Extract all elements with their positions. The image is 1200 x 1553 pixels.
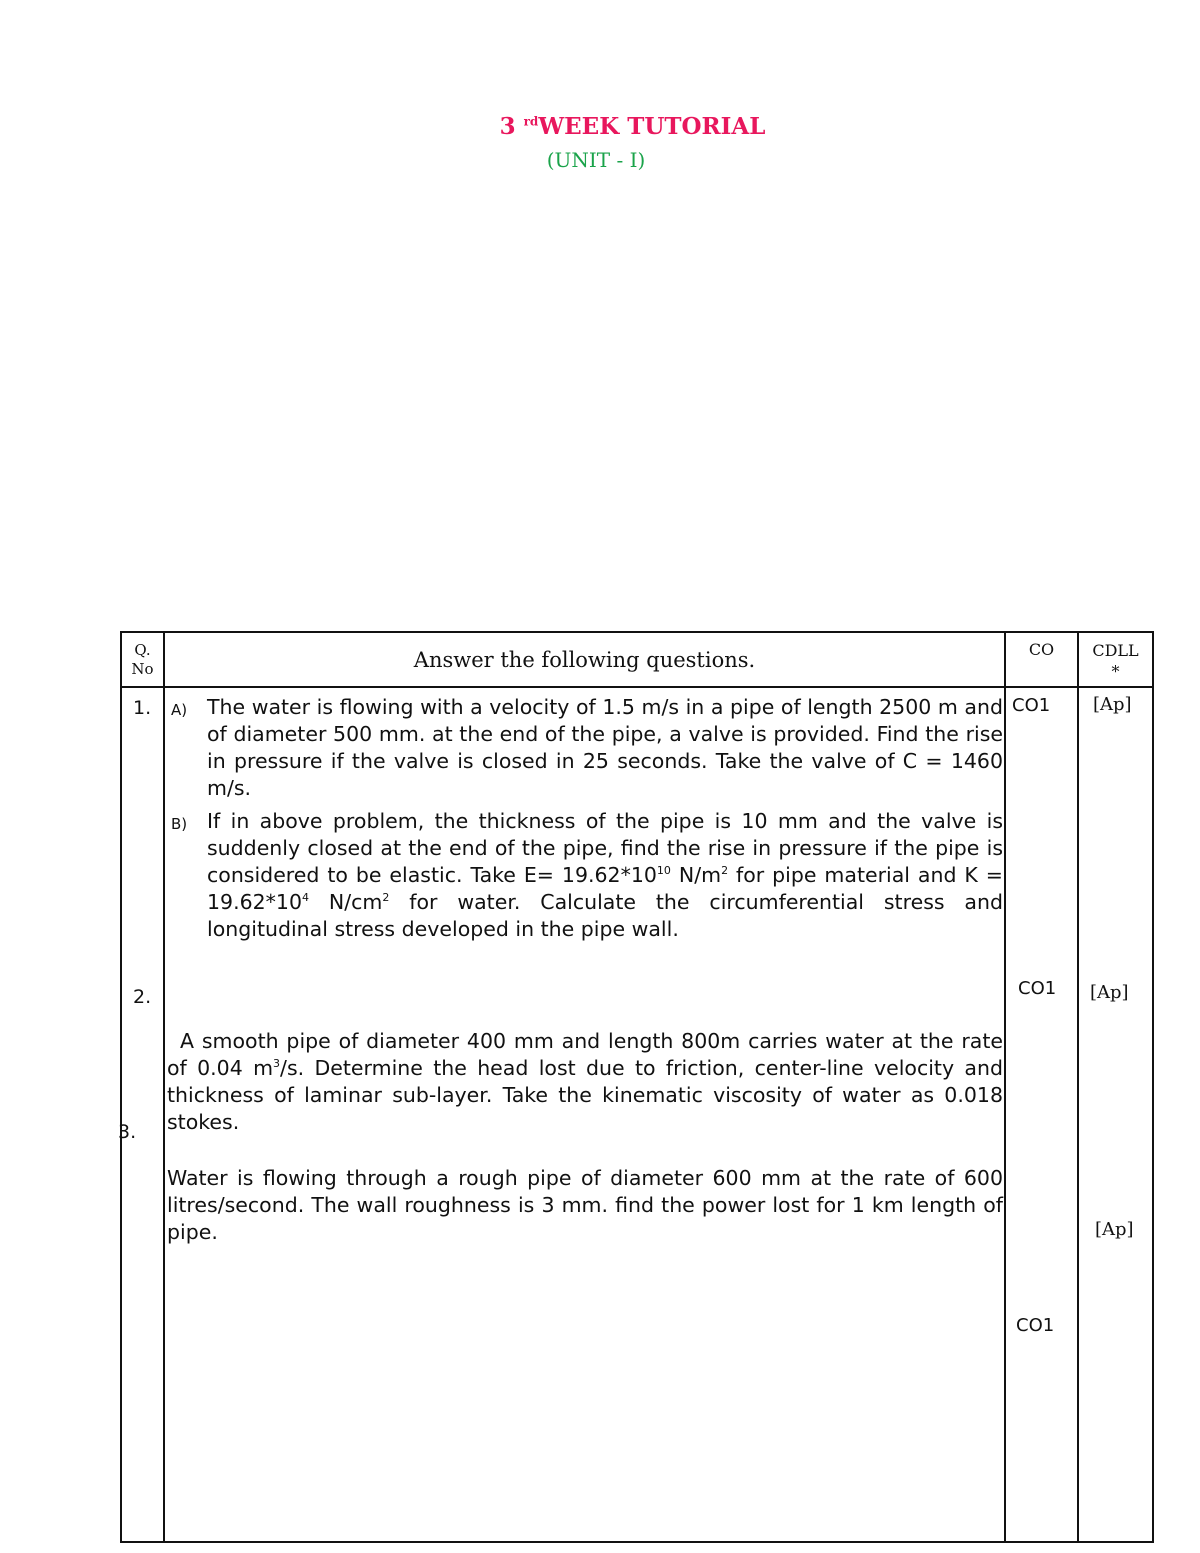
header-divider [120,686,1154,688]
page-subtitle: (UNIT - I) [546,148,646,172]
column-divider-co [1077,631,1079,1543]
header-qno [122,641,163,679]
question-1b-text [207,808,1003,943]
question-number-1: 1. [133,697,152,719]
question-1a-text: The water is flowing with a velocity of 1.5 m/s in a pipe of length 2500 m and of diameter 500 mm. at the end of the pipe, a valve is provided. Find the rise in pressure if the valve is closed in 25 seconds. Take the valve of C = 1460 m/s. [207,695,1003,800]
question-number-3: 3. [118,1121,137,1143]
co-value-1: CO1 [1012,695,1051,716]
header-co: CO [1028,640,1055,659]
co-value-2: CO1 [1018,978,1057,999]
q1b-text-4: N/cm [309,890,383,914]
q1b-exponent-3: 4 [302,891,310,905]
part-label-a: A) [171,701,188,719]
question-3-text: Water is flowing through a rough pipe of diameter 600 mm at the rate of 600 litres/second. The wall roughness is 3 mm. find the power lost for 1 km length of pipe. [167,1166,1003,1244]
question-2-text [167,1028,1003,1136]
header-cdll-line2: * [1111,662,1120,681]
part-label-b: B) [171,815,188,833]
title-number: 3 [499,113,516,140]
q1b-exponent-1: 10 [656,864,671,878]
co-value-3: CO1 [1016,1315,1055,1336]
cdll-value-2: [Ap] [1090,982,1129,1003]
q1b-text-1: If in above problem, the thickness of the pipe is 10 mm and the valve is suddenly closed at the end of the pipe, find the rise in pressure if the pipe is considered to be elastic. Take E= 19.62*10 [207,809,1003,887]
q1b-text-5: for water. Calculate the circumferential stress and longitudinal stress developed in the pipe wall. [207,890,1003,941]
title-superscript: rd [523,114,539,129]
q1b-exponent-4: 2 [382,891,390,905]
column-divider-question [1004,631,1006,1543]
cdll-value-1: [Ap] [1093,694,1132,715]
question-number-2: 2. [133,986,152,1008]
q2-text-2: /s. Determine the head lost due to friction, center-line velocity and thickness of laminar sub-layer. Take the kinematic viscosity of water as 0.018 stokes. [167,1056,1003,1134]
q1b-text-2: N/m [670,863,722,887]
title-text: WEEK TUTORIAL [538,113,766,140]
q1b-text-3: for pipe material and K = 19.62*10 [207,863,1003,914]
page-title [0,113,1200,140]
column-divider-qno [163,631,165,1543]
cdll-value-3: [Ap] [1095,1219,1134,1240]
header-cdll-line1: CDLL [1092,641,1139,660]
header-qno-line1: Q. [134,641,151,659]
q1b-exponent-2: 2 [721,864,729,878]
q2-exponent-1: 3 [273,1057,281,1071]
q2-text-1: A smooth pipe of diameter 400 mm and length 800m carries water at the rate of 0.04 m [167,1029,1003,1080]
header-instruction: Answer the following questions. [413,648,756,672]
header-qno-line2: No [131,660,154,678]
header-cdll [1079,640,1152,682]
